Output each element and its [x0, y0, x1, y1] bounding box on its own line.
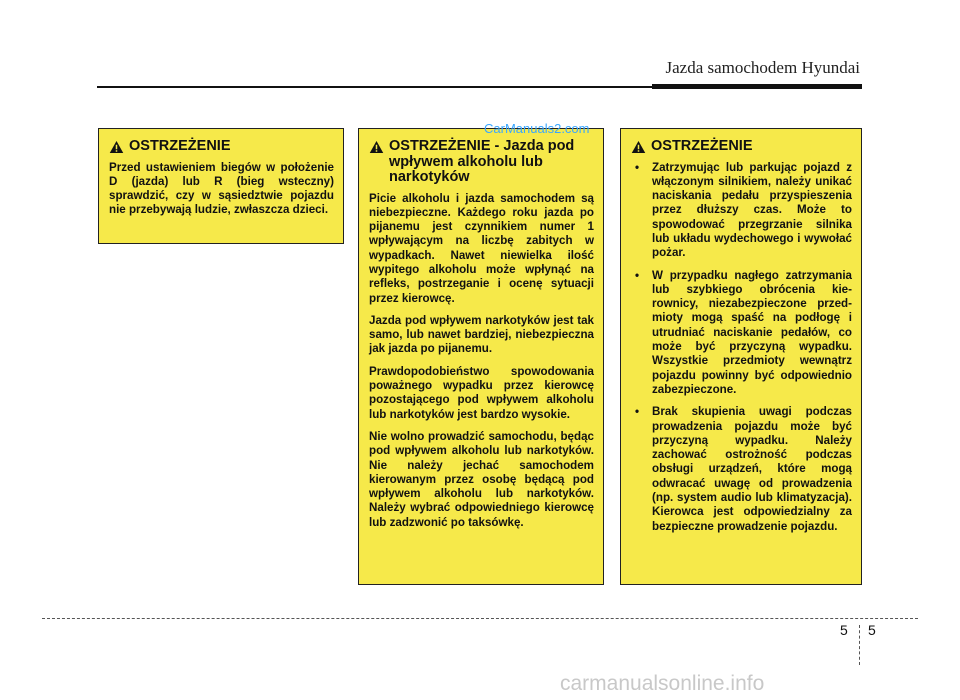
bullet-icon: • [635, 160, 640, 174]
warning-paragraph: Jazda pod wpływem narkotyków jest tak samo, lub nawet bardziej, niebezpieczna jak jazda po pijanemu. [369, 313, 594, 356]
warning-box-header [369, 139, 594, 186]
warning-triangle-icon [369, 140, 384, 154]
header-title: Jazda samochodem Hyundai [665, 58, 860, 77]
warning-box-alcohol-drugs [358, 128, 604, 585]
chapter-number: 5 [840, 622, 848, 638]
page-number-divider [859, 625, 860, 665]
list-item [631, 269, 852, 398]
header-rule-accent [652, 84, 862, 89]
list-item [631, 161, 852, 261]
list-item-text: W przypadku nagłego zatrzymania lub szybkiego obrócenia kierownicy, niezabezpieczone przedmioty mogą spaść na podłogę i utrudniać naciskanie pedałów, co może być przyczyną wypadku. Wszystkie przedmioty wewnątrz pojazdu powinny być odpowiednio zabezpieczone. [652, 268, 852, 396]
warning-box-driving-safety [620, 128, 862, 585]
watermark: CarManuals2.com [484, 121, 590, 136]
warning-bullet-list [631, 161, 852, 534]
page-number: 5 [868, 622, 876, 638]
warning-triangle-icon [109, 140, 124, 154]
site-watermark[interactable]: carmanualsonline.info [560, 672, 765, 695]
warning-box-header [109, 139, 334, 155]
warning-paragraph: Nie wolno prowadzić samochodu, będąc pod wpływem alkoholu lub narkotyków. Nie należy jechać samochodem kierowanym przez osobę będącą pod wpływem alkoholu lub narkotyków. Należy wybrać odpowiedniego kierowcę lub zadzwonić po taksówkę. [369, 429, 594, 529]
warning-paragraph: Przed ustawieniem biegów w położenie D (jazda) lub R (bieg wsteczny) sprawdzić, czy w sąsiedztwie pojazdu nie przebywają ludzie, zwłaszcza dzieci. [109, 160, 334, 217]
warning-box-header [631, 139, 852, 155]
warning-paragraph: Picie alkoholu i jazda samochodem są niebezpieczne. Każdego roku jazda po pijanemu jest czynnikiem numer 1 wpływającym na liczbę zabitych w wypadkach. Nawet niewielka ilość wypitego alkoholu może wpłynąć na refleks, postrzeganie i ocenę sytuacji przez kierowcę. [369, 191, 594, 305]
warning-paragraph: Prawdopodobieństwo spowodowania poważnego wypadku przez kierowcę pozostającego pod wpływem alkoholu lub narkotyków jest bardzo wysokie. [369, 364, 594, 421]
list-item [631, 405, 852, 534]
warning-box-title: OSTRZEŻENIE [129, 138, 231, 154]
bullet-icon: • [635, 268, 640, 282]
warning-box-gear-selection [98, 128, 344, 244]
warning-box-title: OSTRZEŻENIE [651, 138, 753, 154]
warning-box-title: OSTRZEŻENIE - Jazda pod wpływem alkoholu lub narkotyków [389, 138, 575, 185]
list-item-text: Brak skupienia uwagi podczas prowadzenia pojazdu może być przyczyną wypadku. Należy zachować ostrożność podczas obsługi urządzeń, które mogą odwracać uwagę od prowadzenia (np. system audio lub klimatyzacja). Kierowca jest odpowiedzialny za bezpieczne prowadzenie pojazdu. [652, 405, 852, 533]
bullet-icon: • [635, 405, 640, 419]
footer-rule [42, 618, 918, 619]
warning-triangle-icon [631, 140, 646, 154]
list-item-text: Zatrzymując lub parkując pojazd z włączonym silnikiem, należy unikać naciskania pedału przyspieszenia przez dłuższy czas. Może to spowodować przegrzanie silnika lub układu wydechowego i wywołać pożar. [652, 160, 852, 260]
